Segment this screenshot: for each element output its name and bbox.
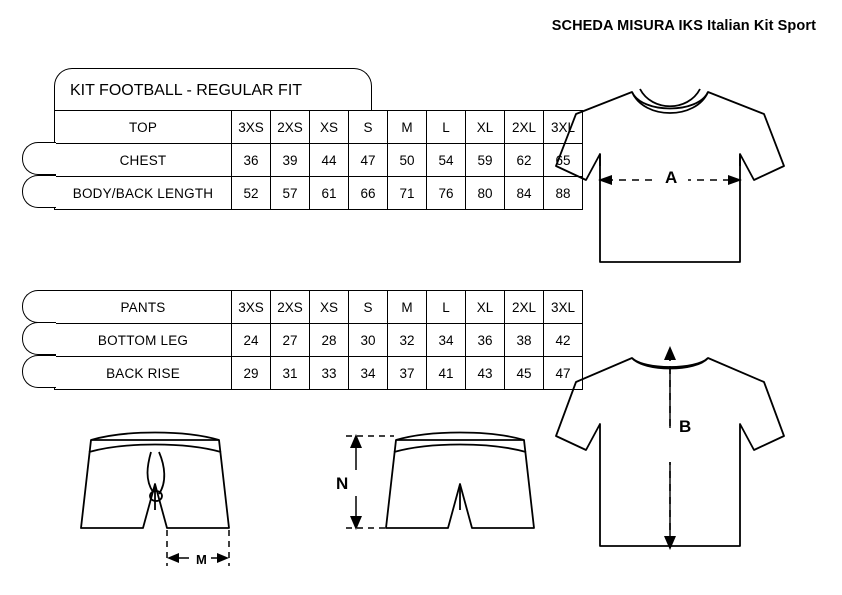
cell-bottomleg-3xl: 42 [544,324,583,357]
size-header-l: L [427,111,466,144]
row-label-chest: CHEST [55,144,232,177]
cell-bottomleg-s: 30 [349,324,388,357]
cell-bottomleg-2xl: 38 [505,324,544,357]
drawstring-right [159,452,164,494]
cell-backrise-xl: 43 [466,357,505,390]
cell-bodylength-xl: 80 [466,177,505,210]
cell-backrise-3xl: 47 [544,357,583,390]
cell-backrise-m: 37 [388,357,427,390]
size-header-3xs: 3XS [232,111,271,144]
size-header-xs: XS [310,111,349,144]
shirt-front-measure-letter: A [665,168,678,187]
size-header-m: M [388,111,427,144]
cell-chest-l: 54 [427,144,466,177]
size-header-2xl: 2XL [505,111,544,144]
drawstring-left [148,452,154,492]
pants-title-cap [22,290,56,323]
cell-chest-2xl: 62 [505,144,544,177]
cell-bodylength-2xs: 57 [271,177,310,210]
bottom-leg-arrow-left [167,553,179,563]
waist-band-line-2 [394,445,526,453]
kit-banner-label: KIT FOOTBALL - REGULAR FIT [70,82,303,99]
cell-bodylength-3xs: 52 [232,177,271,210]
waist-top-2 [396,433,524,441]
top-table-title: TOP [55,111,232,144]
shorts-side-measure-letter: N [336,474,349,493]
cell-chest-2xs: 39 [271,144,310,177]
cell-backrise-3xs: 29 [232,357,271,390]
corner-cell [22,111,55,144]
table-row [22,324,583,357]
cell-chest-3xs: 36 [232,144,271,177]
letter-cap-n [22,355,56,388]
cell-bottomleg-m: 32 [388,324,427,357]
pants-size-header-m: M [388,291,427,324]
waist-band-line [89,445,221,453]
cell-backrise-2xl: 45 [505,357,544,390]
cell-backrise-s: 34 [349,357,388,390]
cell-bottomleg-xl: 36 [466,324,505,357]
row-label-body-back-length: BODY/BACK LENGTH [55,177,232,210]
back-length-arrow-bottom [664,536,676,550]
pants-size-header-2xl: 2XL [505,291,544,324]
pants-size-header-l: L [427,291,466,324]
size-header-s: S [349,111,388,144]
collar-inner [640,89,700,106]
table-row [22,357,583,390]
table-header-row [22,291,583,324]
cell-bottomleg-2xs: 27 [271,324,310,357]
pants-size-header-3xs: 3XS [232,291,271,324]
table-row [22,177,583,210]
pants-table-title: PANTS [55,291,232,324]
bottom-leg-arrow-right [217,553,229,563]
table-header-row [22,111,583,144]
cell-chest-xs: 44 [310,144,349,177]
cell-bottomleg-l: 34 [427,324,466,357]
cell-chest-xl: 59 [466,144,505,177]
back-rise-label-bg [345,470,369,496]
size-header-2xs: 2XS [271,111,310,144]
cell-chest-3xl: 65 [544,144,583,177]
cell-bottomleg-xs: 28 [310,324,349,357]
cell-bottomleg-3xs: 24 [232,324,271,357]
cell-bodylength-xs: 61 [310,177,349,210]
letter-cap-m [22,322,56,355]
pants-size-table [22,290,583,390]
back-length-arrow-top [664,346,676,360]
pants-size-header-xs: XS [310,291,349,324]
waist-top [91,433,219,441]
cell-bodylength-m: 71 [388,177,427,210]
size-header-3xl: 3XL [544,111,583,144]
shirt-back-measure-letter: B [679,417,692,436]
cell-chest-s: 47 [349,144,388,177]
pants-size-header-2xs: 2XS [271,291,310,324]
shorts-side-diagram [318,418,548,583]
size-header-xl: XL [466,111,505,144]
shirt-back-diagram [520,330,820,565]
pants-size-header-3xl: 3XL [544,291,583,324]
row-label-back-rise: BACK RISE [55,357,232,390]
cell-bodylength-s: 66 [349,177,388,210]
letter-cap-a [22,142,56,175]
top-size-table [22,110,583,210]
letter-cap-b [22,175,56,208]
cell-backrise-xs: 33 [310,357,349,390]
cell-chest-m: 50 [388,144,427,177]
row-label-bottom-leg: BOTTOM LEG [55,324,232,357]
pants-size-header-s: S [349,291,388,324]
page-title: SCHEDA MISURA IKS Italian Kit Sport [551,18,816,34]
cell-backrise-l: 41 [427,357,466,390]
cell-bodylength-l: 76 [427,177,466,210]
cell-backrise-2xs: 31 [271,357,310,390]
pants-size-table-block [22,290,583,390]
top-size-table-block [22,110,583,210]
cell-bodylength-3xl: 88 [544,177,583,210]
shorts-front-measure-letter: M [196,552,207,567]
table-row [22,144,583,177]
pants-size-header-xl: XL [466,291,505,324]
shorts-front-diagram [55,418,285,583]
cell-bodylength-2xl: 84 [505,177,544,210]
